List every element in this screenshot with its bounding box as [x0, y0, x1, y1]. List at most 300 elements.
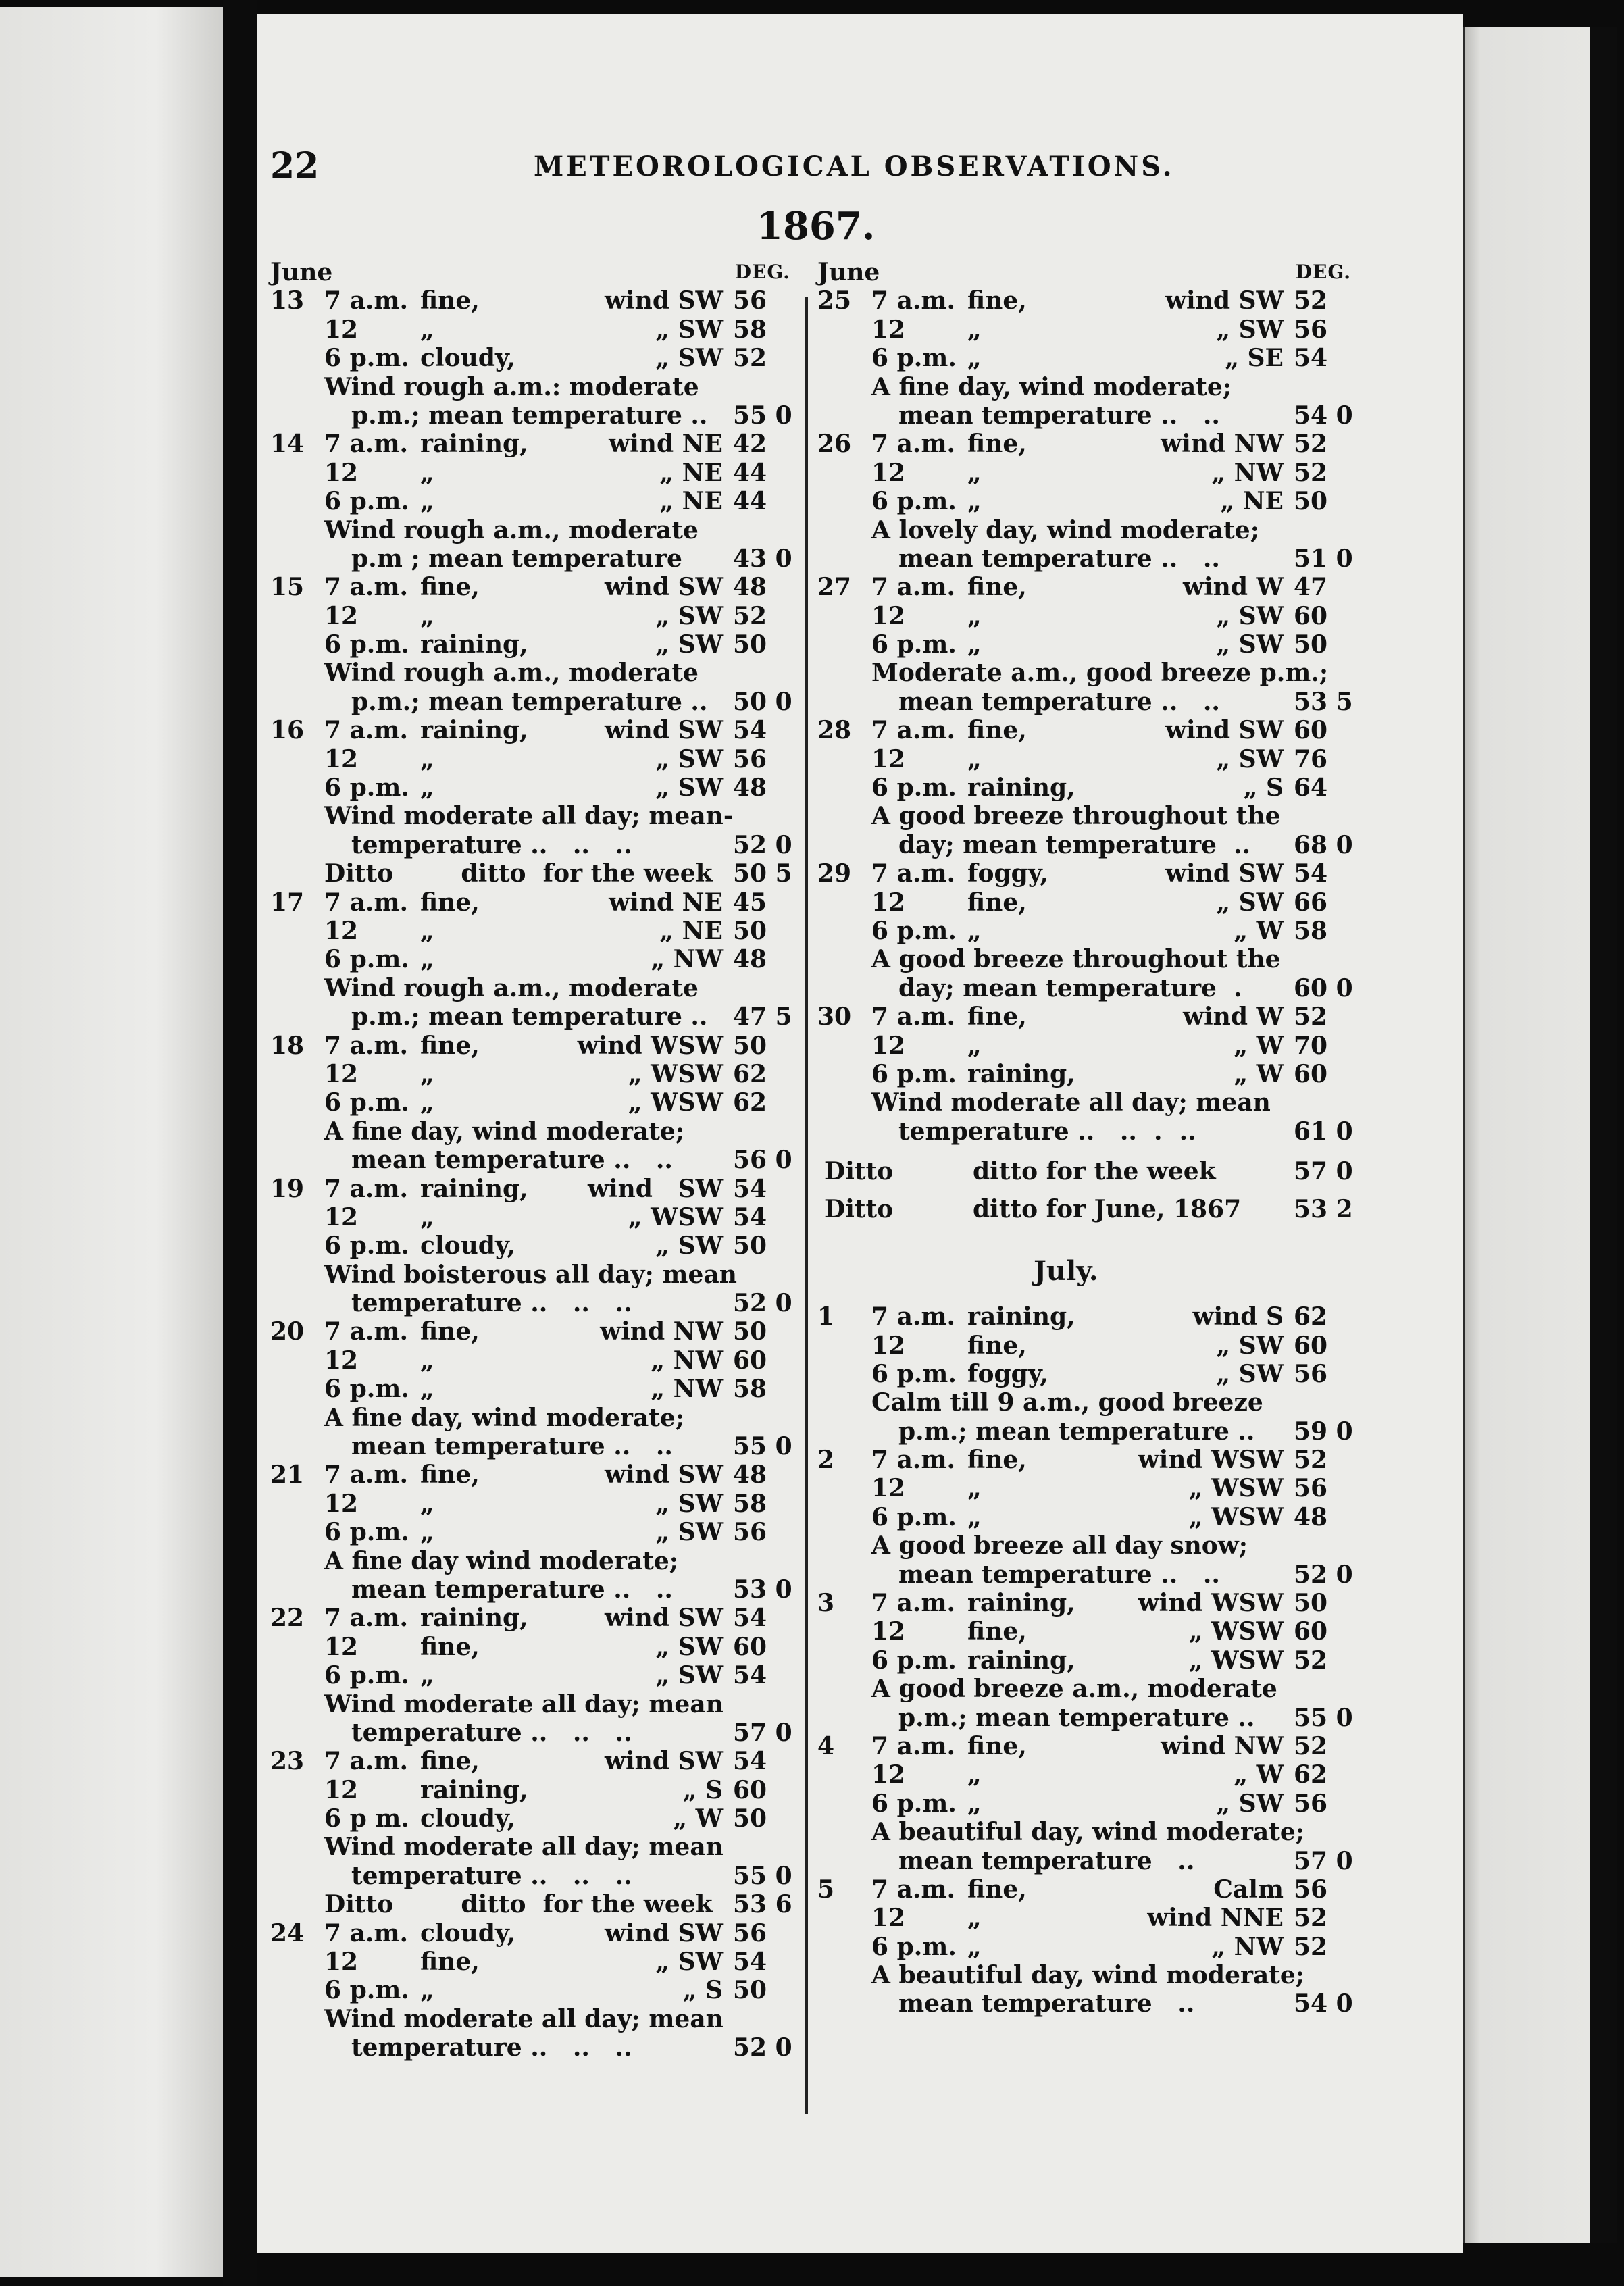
- obs-time: 12: [324, 1346, 359, 1375]
- wind-direction: „ NW: [651, 1346, 723, 1375]
- weather-condition: „: [420, 1976, 434, 2005]
- wind-direction: „ SW: [1216, 744, 1284, 773]
- remark-line: [817, 516, 1358, 544]
- observation-row: [817, 1002, 1358, 1031]
- obs-time: 7 a.m.: [871, 286, 956, 315]
- weather-condition: fine,: [967, 1002, 1027, 1032]
- observation-lines: [817, 286, 1358, 1146]
- temperature-value: 52: [1294, 458, 1328, 487]
- remark-line: [817, 688, 1358, 716]
- observation-row: [817, 1904, 1358, 1932]
- observation-row: [270, 1776, 797, 1804]
- weather-condition: „: [967, 1904, 982, 1933]
- obs-time: 7 a.m.: [324, 1031, 409, 1060]
- weather-condition: fine,: [967, 888, 1027, 917]
- wind-direction: wind NW: [1161, 430, 1284, 459]
- observation-row: [270, 1175, 797, 1203]
- remark-text: mean temperature .. ..: [351, 1146, 673, 1175]
- day-number: 13: [270, 286, 305, 315]
- temperature-value: 60: [1294, 601, 1328, 630]
- temperature-value: 47 5: [733, 1002, 792, 1032]
- observation-row: [817, 773, 1358, 802]
- remark-text: p.m.; mean temperature ..: [351, 1002, 708, 1032]
- temperature-value: 60: [1294, 1617, 1328, 1646]
- weather-condition: cloudy,: [420, 344, 515, 373]
- obs-time: 12: [871, 315, 906, 344]
- wind-direction: „ SW: [655, 1231, 723, 1261]
- ditto-text: ditto for June, 1867: [973, 1195, 1242, 1224]
- wind-direction: „ SW: [655, 1489, 723, 1518]
- wind-direction: wind SW: [1165, 286, 1284, 315]
- remark-line: [270, 974, 797, 1002]
- observation-row: [270, 1231, 797, 1260]
- temperature-value: 52: [733, 601, 767, 630]
- weather-condition: „: [967, 1474, 982, 1503]
- observation-row: [817, 1032, 1358, 1060]
- day-number: 24: [270, 1919, 305, 1948]
- observation-row: [270, 1060, 797, 1088]
- remark-text: mean temperature .. ..: [898, 687, 1220, 716]
- weather-condition: „: [420, 1202, 434, 1231]
- obs-time: 6 p.m.: [324, 1231, 409, 1261]
- remark-text: day; mean temperature .: [898, 973, 1242, 1002]
- remark-text: Wind rough a.m.: moderate: [324, 372, 699, 401]
- wind-direction: „ SW: [1216, 315, 1284, 344]
- obs-time: 7 a.m.: [871, 1731, 956, 1760]
- temperature-value: 62: [1294, 1302, 1328, 1331]
- wind-direction: „ SW: [1216, 1789, 1284, 1818]
- obs-time: 12: [871, 1031, 906, 1060]
- observation-row: [270, 1948, 797, 1976]
- weather-condition: „: [420, 744, 434, 773]
- remark-text: p.m.; mean temperature ..: [351, 687, 708, 716]
- weather-condition: „: [420, 1088, 434, 1117]
- temperature-value: 57 0: [733, 1718, 792, 1747]
- remark-text: Wind moderate all day; mean: [871, 1088, 1271, 1117]
- observation-row: [817, 1933, 1358, 1961]
- obs-time: 7 a.m.: [871, 430, 956, 459]
- wind-direction: „ W: [1234, 1059, 1284, 1088]
- wind-direction: wind NW: [1161, 1731, 1284, 1760]
- temperature-value: 54 0: [1294, 1989, 1353, 2018]
- wind-direction: wind NW: [600, 1317, 723, 1346]
- remark-text: A fine day, wind moderate;: [324, 1403, 685, 1432]
- remark-line: [270, 401, 797, 430]
- remark-line: [270, 1575, 797, 1604]
- remark-text: temperature .. .. ..: [351, 830, 632, 859]
- day-number: 21: [270, 1460, 305, 1490]
- weather-condition: fine,: [967, 1731, 1027, 1760]
- obs-time: 12: [324, 1632, 359, 1661]
- obs-time: 12: [324, 1489, 359, 1518]
- observation-row: [270, 573, 797, 601]
- temperature-value: 52: [1294, 1446, 1328, 1475]
- temperature-value: 56: [1294, 1789, 1328, 1818]
- day-number: 25: [817, 286, 852, 315]
- observation-row: [817, 344, 1358, 372]
- remark-text: Wind moderate all day; mean: [324, 1833, 724, 1862]
- day-number: 30: [817, 1002, 852, 1032]
- temperature-value: 52 0: [733, 2033, 792, 2062]
- month-heading: July.: [1034, 1255, 1098, 1288]
- remark-text: Calm till 9 a.m., good breeze: [871, 1388, 1263, 1417]
- remark-line: [270, 1833, 797, 1861]
- temperature-value: 60 0: [1294, 973, 1353, 1002]
- obs-time: 7 a.m.: [871, 1002, 956, 1032]
- remark-text: temperature .. .. . ..: [898, 1117, 1196, 1146]
- temperature-value: 76: [1294, 744, 1328, 773]
- weather-condition: raining,: [967, 773, 1075, 803]
- temperature-value: 50 0: [733, 687, 792, 716]
- wind-direction: „ NW: [1211, 1932, 1284, 1961]
- weather-condition: raining,: [967, 1589, 1075, 1618]
- day-number: 19: [270, 1174, 305, 1203]
- weather-condition: „: [420, 1518, 434, 1547]
- obs-time: 6 p.m.: [871, 1502, 957, 1531]
- temperature-value: 56: [733, 1518, 767, 1547]
- weather-condition: „: [967, 1502, 982, 1531]
- wind-direction: „ NE: [659, 458, 723, 487]
- wind-direction: wind NNE: [1147, 1904, 1284, 1933]
- obs-time: 12: [324, 1775, 359, 1804]
- temperature-value: 48: [733, 1460, 767, 1490]
- wind-direction: „ SE: [1225, 344, 1284, 373]
- remark-line: [817, 1847, 1358, 1875]
- temperature-value: 52: [1294, 1904, 1328, 1933]
- temperature-value: 54: [1294, 859, 1328, 888]
- wind-direction: „ W: [1234, 1031, 1284, 1060]
- weather-condition: „: [967, 1932, 982, 1961]
- obs-time: 6 p.m.: [871, 1059, 957, 1088]
- day-number: 23: [270, 1747, 305, 1776]
- ditto-label: Ditto: [824, 1157, 894, 1186]
- day-number: 27: [817, 573, 852, 602]
- temperature-value: 60: [733, 1775, 767, 1804]
- observation-row: [270, 888, 797, 917]
- weather-condition: „: [420, 1375, 434, 1404]
- wind-direction: wind NE: [609, 888, 723, 917]
- weather-condition: cloudy,: [420, 1919, 515, 1948]
- obs-time: 6 p.m.: [324, 487, 409, 516]
- temperature-value: 54: [1294, 344, 1328, 373]
- day-number: 16: [270, 716, 305, 745]
- obs-time: 6 p.m.: [324, 1518, 409, 1547]
- temperature-value: 50: [733, 1976, 767, 2005]
- wind-direction: wind S: [1192, 1302, 1284, 1331]
- obs-time: 7 a.m.: [871, 1302, 956, 1331]
- observation-row: [270, 716, 797, 744]
- wind-direction: wind WSW: [577, 1031, 723, 1060]
- ditto-label: Ditto: [824, 1195, 894, 1224]
- obs-time: 7 a.m.: [871, 1446, 956, 1475]
- wind-direction: „ WSW: [1188, 1502, 1284, 1531]
- wind-direction: „ WSW: [628, 1059, 723, 1088]
- observation-row: [817, 859, 1358, 888]
- temperature-value: 43 0: [733, 544, 792, 573]
- temperature-value: 50: [733, 1804, 767, 1833]
- temperature-value: 55 0: [733, 401, 792, 430]
- wind-direction: „ NW: [651, 1375, 723, 1404]
- ditto-text: ditto for the week: [973, 1157, 1216, 1186]
- wind-direction: „ SW: [1216, 1359, 1284, 1388]
- observation-row: [817, 1760, 1358, 1789]
- weather-condition: raining,: [420, 430, 528, 459]
- temperature-value: 62: [1294, 1760, 1328, 1789]
- temperature-value: 60: [1294, 1059, 1328, 1088]
- column-header: [270, 258, 797, 286]
- obs-time: 7 a.m.: [871, 573, 956, 602]
- temperature-value: 50: [733, 1317, 767, 1346]
- remark-line: [270, 373, 797, 401]
- obs-time: 6 p.m.: [871, 1789, 957, 1818]
- obs-time: 12: [871, 744, 906, 773]
- weather-condition: „: [967, 458, 982, 487]
- temperature-value: 50: [1294, 487, 1328, 516]
- wind-direction: wind WSW: [1138, 1446, 1284, 1475]
- day-number: 22: [270, 1604, 305, 1633]
- remark-text: mean temperature ..: [898, 1846, 1195, 1875]
- remark-line: [817, 831, 1358, 859]
- observation-row: [817, 573, 1358, 601]
- remark-line: [270, 1547, 797, 1575]
- weather-condition: fine,: [420, 1948, 480, 1977]
- temperature-value: 52: [1294, 286, 1328, 315]
- weekly-summary: [817, 1152, 1358, 1190]
- day-number: 28: [817, 716, 852, 745]
- wind-direction: „ SW: [655, 630, 723, 659]
- observation-row: [817, 1617, 1358, 1646]
- wind-direction: „ W: [673, 1804, 723, 1833]
- wind-direction: „ NE: [659, 487, 723, 516]
- deg-header: DEG.: [1295, 261, 1351, 283]
- temperature-value: 59 0: [1294, 1417, 1353, 1446]
- weather-condition: raining,: [967, 1302, 1075, 1331]
- right-column: [817, 258, 1358, 2018]
- remark-line: [817, 974, 1358, 1002]
- observation-row: [817, 1360, 1358, 1388]
- obs-time: 12: [324, 1059, 359, 1088]
- remark-text: Wind boisterous all day; mean: [324, 1260, 737, 1289]
- temperature-value: 54: [733, 1747, 767, 1776]
- observation-row: [270, 430, 797, 458]
- remark-line: [817, 1117, 1358, 1146]
- remark-text: Moderate a.m., good breeze p.m.;: [871, 659, 1329, 688]
- wind-direction: wind SW: [1165, 859, 1284, 888]
- temperature-value: 54: [733, 1604, 767, 1633]
- observation-row: [270, 1346, 797, 1375]
- observation-row: [270, 1976, 797, 2004]
- weather-condition: fine,: [967, 1875, 1027, 1904]
- temperature-value: 54: [733, 716, 767, 745]
- remark-line: [817, 1088, 1358, 1117]
- weather-condition: fine,: [420, 1747, 480, 1776]
- obs-time: 12: [871, 601, 906, 630]
- observation-row: [270, 1317, 797, 1346]
- observation-row: [270, 1088, 797, 1117]
- remark-line: [270, 516, 797, 544]
- remark-line: [270, 1690, 797, 1719]
- observation-row: [270, 630, 797, 659]
- temperature-value: 51 0: [1294, 544, 1353, 573]
- running-title: METEOROLOGICAL OBSERVATIONS.: [534, 151, 1175, 182]
- weather-condition: „: [967, 630, 982, 659]
- obs-time: 7 a.m.: [324, 573, 409, 602]
- month-label: June: [270, 258, 333, 286]
- obs-time: 6 p.m.: [871, 1359, 957, 1388]
- temperature-value: 48: [733, 773, 767, 803]
- observation-row: [817, 1789, 1358, 1818]
- observation-row: [270, 459, 797, 487]
- remark-line: [817, 373, 1358, 401]
- year-heading: 1867.: [757, 204, 876, 249]
- remark-text: Wind rough a.m., moderate: [324, 973, 699, 1002]
- day-number: 14: [270, 430, 305, 459]
- temperature-value: 52: [733, 344, 767, 373]
- remark-line: [817, 1388, 1358, 1417]
- temperature-value: 52: [1294, 1646, 1328, 1675]
- weather-condition: „: [967, 315, 982, 344]
- weather-condition: fine,: [420, 1460, 480, 1490]
- obs-time: 7 a.m.: [871, 716, 956, 745]
- temperature-value: 60: [1294, 716, 1328, 745]
- weather-condition: raining,: [420, 630, 528, 659]
- remark-line: [270, 1289, 797, 1317]
- weather-condition: foggy,: [967, 1359, 1048, 1388]
- book-gutter: [223, 0, 257, 2286]
- remark-text: A fine day, wind moderate;: [324, 1117, 685, 1146]
- remark-text: A fine day wind moderate;: [324, 1546, 679, 1575]
- remark-line: [817, 802, 1358, 830]
- temperature-value: 54: [733, 1202, 767, 1231]
- wind-direction: „ NW: [1211, 458, 1284, 487]
- obs-time: 6 p.m.: [324, 945, 409, 974]
- wind-direction: „ NE: [659, 916, 723, 945]
- obs-time: 7 a.m.: [324, 286, 409, 315]
- monthly-summary: [817, 1190, 1358, 1228]
- remark-line: [270, 802, 797, 830]
- remark-text: mean temperature .. ..: [898, 544, 1220, 573]
- observation-row: [270, 773, 797, 802]
- observation-row: [270, 602, 797, 630]
- wind-direction: wind NE: [609, 430, 723, 459]
- remark-line: [270, 1432, 797, 1460]
- remark-text: Wind moderate all day; mean: [324, 1690, 724, 1719]
- observation-row: [270, 1661, 797, 1690]
- observation-row: [270, 1747, 797, 1775]
- observation-row: [817, 917, 1358, 945]
- temperature-value: 48: [733, 945, 767, 974]
- wind-direction: wind SW: [605, 1460, 723, 1490]
- column-header: [817, 258, 1358, 286]
- obs-time: 7 a.m.: [324, 1919, 409, 1948]
- temperature-value: 52: [1294, 1932, 1328, 1961]
- obs-time: 12: [324, 916, 359, 945]
- obs-time: 12: [324, 744, 359, 773]
- remark-text: temperature .. .. ..: [351, 2033, 632, 2062]
- temperature-value: 53 0: [733, 1575, 792, 1604]
- observation-row: [270, 917, 797, 945]
- obs-time: 7 a.m.: [324, 1174, 409, 1203]
- obs-time: 6 p.m.: [324, 344, 409, 373]
- day-number: 18: [270, 1031, 305, 1060]
- weather-condition: fine,: [420, 286, 480, 315]
- temperature-value: 48: [1294, 1502, 1328, 1531]
- obs-time: 6 p m.: [324, 1804, 409, 1833]
- temperature-value: 60: [1294, 1331, 1328, 1360]
- wind-direction: „ SW: [655, 1518, 723, 1547]
- obs-time: 7 a.m.: [324, 1460, 409, 1490]
- observation-row: [817, 1302, 1358, 1331]
- weather-condition: fine,: [420, 1031, 480, 1060]
- weather-condition: fine,: [420, 888, 480, 917]
- left-column: [270, 258, 797, 2062]
- temperature-value: 58: [733, 1375, 767, 1404]
- wind-direction: „ SW: [655, 315, 723, 344]
- remark-line: [817, 1989, 1358, 2018]
- remark-line: [270, 1719, 797, 1747]
- remark-text: A good breeze all day snow;: [871, 1531, 1248, 1560]
- remark-text: A lovely day, wind moderate;: [871, 515, 1259, 544]
- remark-text: Ditto ditto for the week: [324, 859, 713, 888]
- weather-condition: raining,: [967, 1059, 1075, 1088]
- temperature-value: 42: [733, 430, 767, 459]
- obs-time: 12: [871, 1331, 906, 1360]
- temperature-value: 54: [733, 1174, 767, 1203]
- wind-direction: „ SW: [655, 344, 723, 373]
- observation-row: [270, 1633, 797, 1661]
- remark-line: [817, 1818, 1358, 1846]
- weather-condition: „: [420, 601, 434, 630]
- wind-direction: „ S: [1243, 773, 1284, 803]
- temperature-value: 48: [733, 573, 767, 602]
- observation-row: [817, 1503, 1358, 1531]
- wind-direction: „ NE: [1220, 487, 1284, 516]
- obs-time: 6 p.m.: [871, 1646, 957, 1675]
- temperature-value: 52 0: [733, 1289, 792, 1318]
- remark-line: [270, 1117, 797, 1146]
- weather-condition: „: [967, 344, 982, 373]
- remark-text: A good breeze throughout the: [871, 802, 1281, 831]
- weather-condition: „: [420, 315, 434, 344]
- temperature-value: 44: [733, 458, 767, 487]
- temperature-value: 60: [733, 1346, 767, 1375]
- spacer: [817, 1146, 1358, 1152]
- observation-row: [817, 1446, 1358, 1474]
- wind-direction: wind SW: [605, 286, 723, 315]
- temperature-value: 54 0: [1294, 401, 1353, 430]
- obs-time: 12: [324, 458, 359, 487]
- obs-time: 6 p.m.: [324, 1088, 409, 1117]
- remark-line: [270, 688, 797, 716]
- day-number: 4: [817, 1731, 835, 1760]
- temperature-value: 55 0: [733, 1432, 792, 1461]
- observation-row: [270, 1032, 797, 1060]
- wind-direction: „ WSW: [1188, 1474, 1284, 1503]
- observation-row: [817, 459, 1358, 487]
- temperature-value: 50: [733, 1031, 767, 1060]
- day-number: 1: [817, 1302, 835, 1331]
- weather-condition: fine,: [420, 1632, 480, 1661]
- temperature-value: 55 0: [1294, 1703, 1353, 1732]
- obs-time: 12: [324, 1202, 359, 1231]
- remark-text: mean temperature .. ..: [898, 401, 1220, 430]
- observation-row: [270, 1919, 797, 1948]
- wind-direction: Calm: [1213, 1875, 1284, 1904]
- weather-condition: raining,: [420, 716, 528, 745]
- weather-condition: „: [420, 1059, 434, 1088]
- ditto-value: 53 2: [1294, 1195, 1353, 1224]
- weather-condition: „: [420, 1661, 434, 1690]
